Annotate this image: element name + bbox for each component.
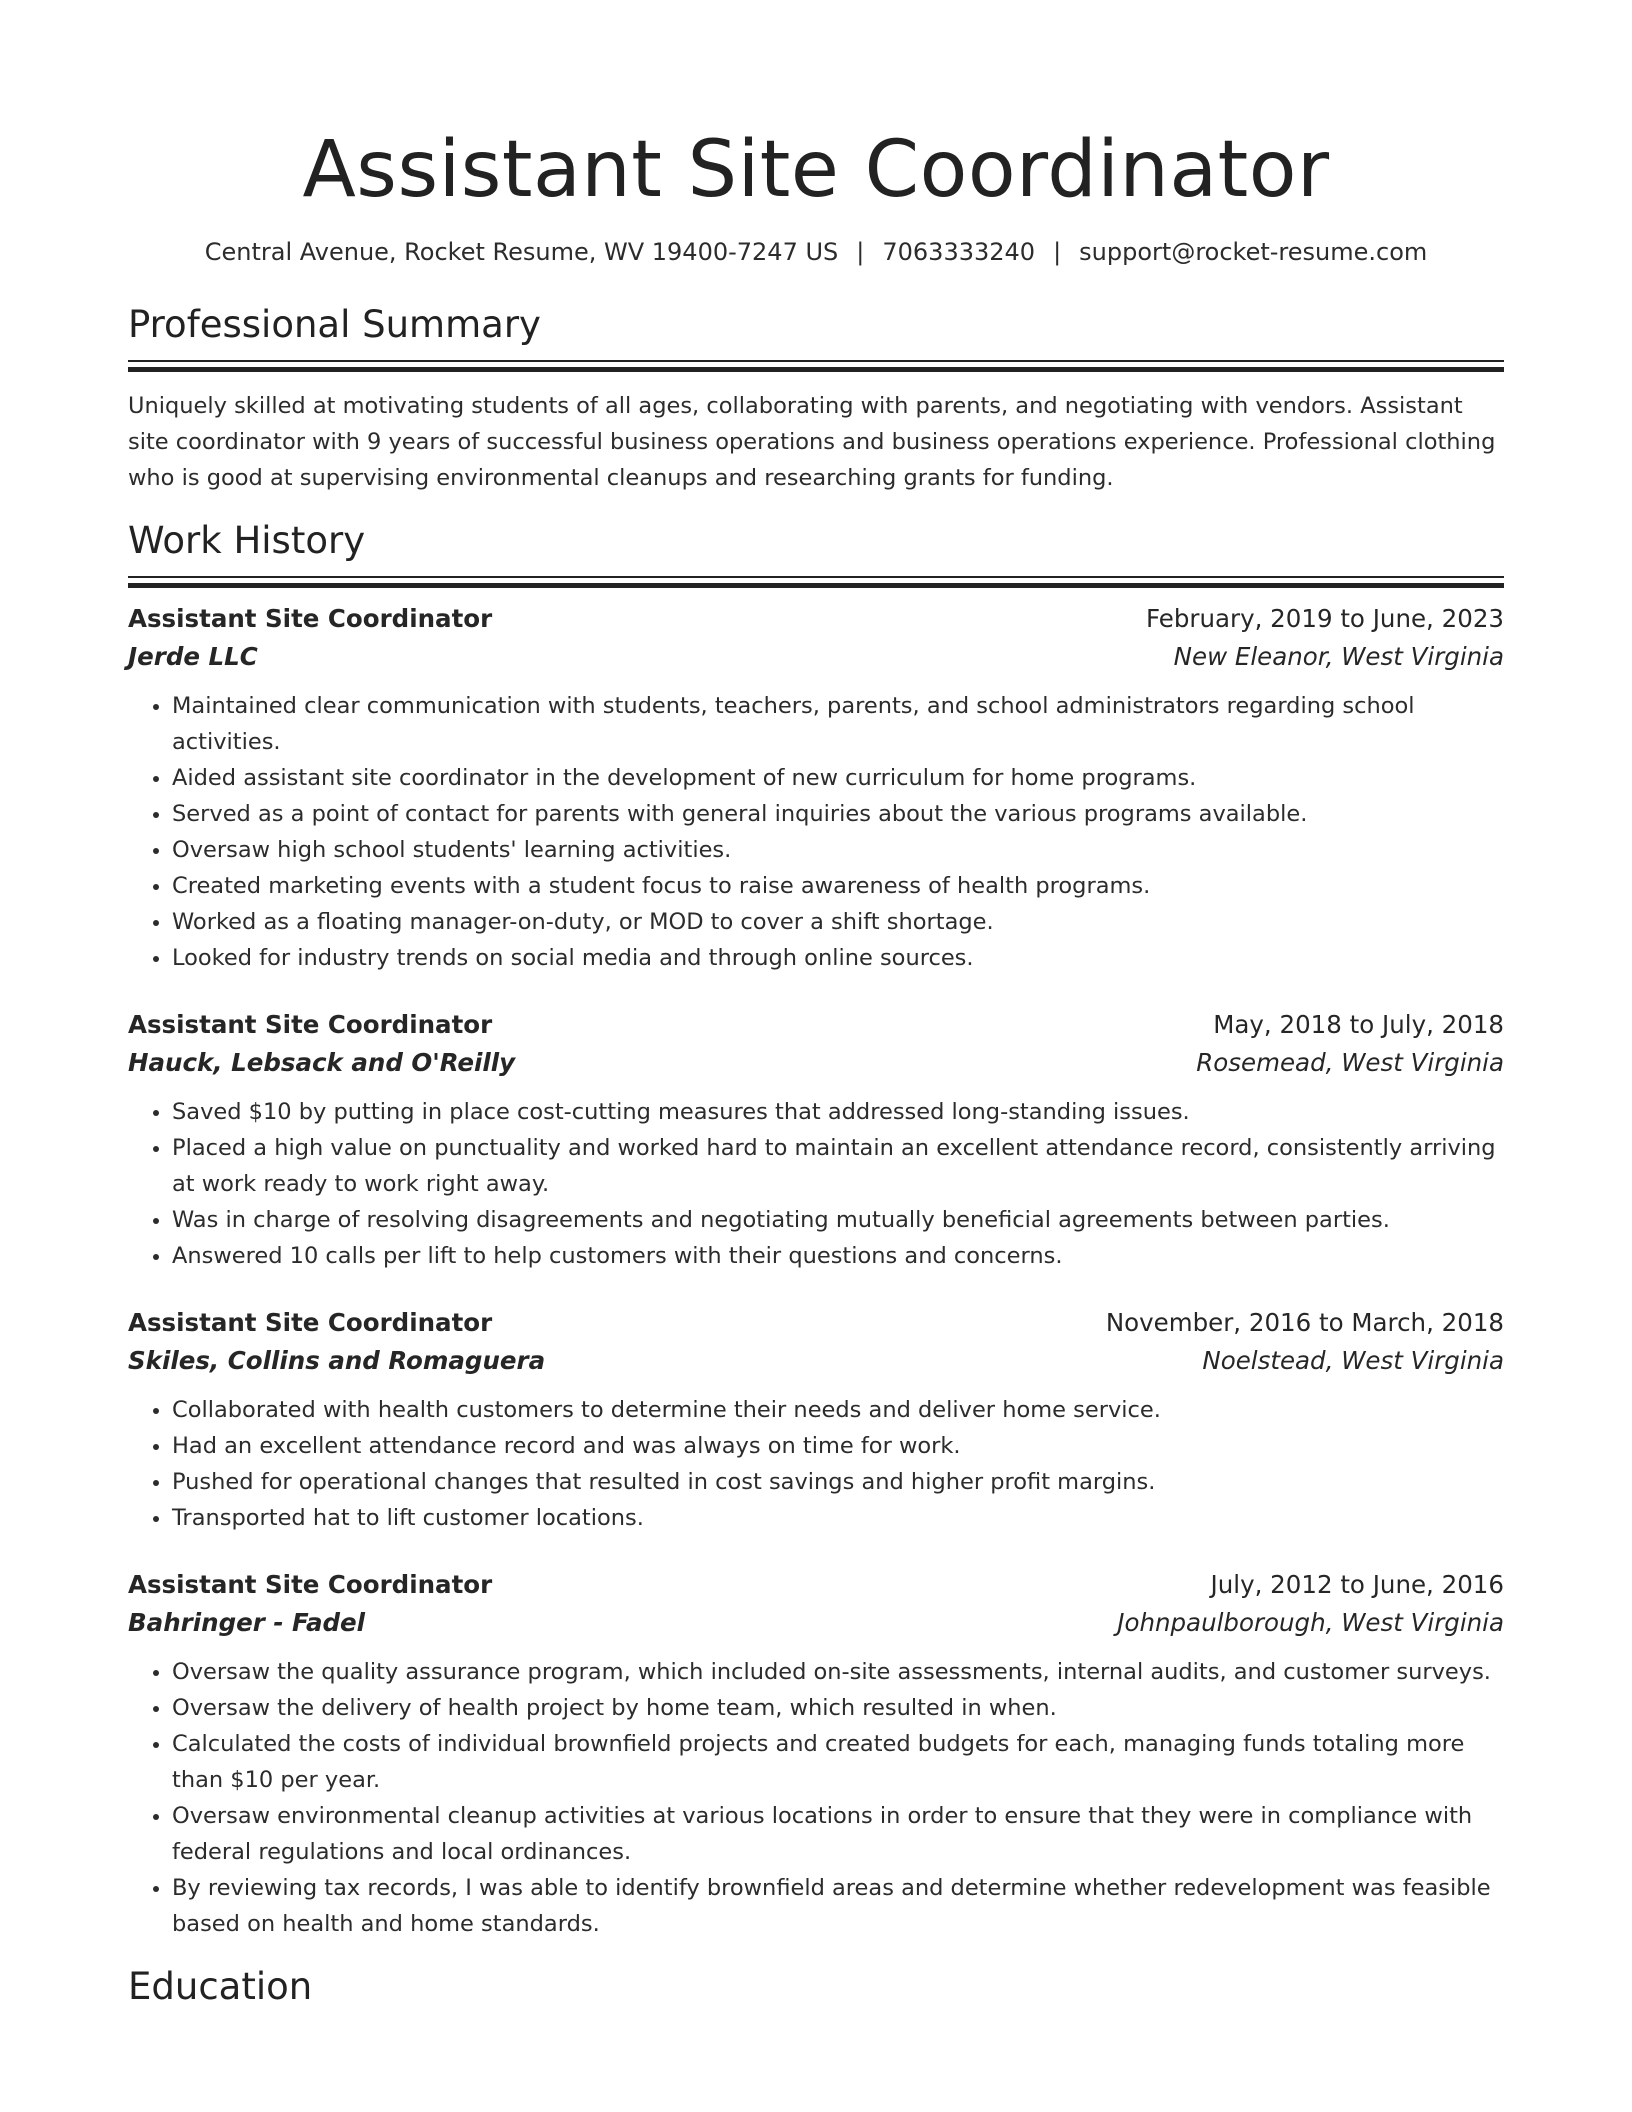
job-entry bbox=[128, 600, 1504, 976]
section-heading-education: Education bbox=[128, 1965, 313, 2008]
job-bullet: • Oversaw the quality assurance program, which included on-site assessments, internal audits, and customer surveys. bbox=[172, 1654, 1504, 1690]
job-header-row bbox=[128, 600, 1504, 638]
job-title: Assistant Site Coordinator bbox=[128, 604, 493, 633]
job-bullet: • Looked for industry trends on social media and through online sources. bbox=[172, 940, 1504, 976]
job-bullet: • By reviewing tax records, I was able to identify brownfield areas and determine whether redevelopment was feasible based on health and home standards. bbox=[172, 1870, 1504, 1942]
job-company: Hauck, Lebsack and O'Reilly bbox=[128, 1048, 516, 1077]
job-bullet: • Served as a point of contact for parents with general inquiries about the various programs available. bbox=[172, 796, 1504, 832]
summary-section bbox=[128, 302, 1504, 496]
job-bullets bbox=[128, 688, 1504, 976]
job-bullet: • Was in charge of resolving disagreements and negotiating mutually beneficial agreements between parties. bbox=[172, 1202, 1504, 1238]
education-section bbox=[128, 1964, 1504, 2010]
job-dates: February, 2019 to June, 2023 bbox=[1146, 604, 1504, 633]
job-company-row bbox=[128, 1044, 1504, 1082]
section-heading-summary: Professional Summary bbox=[128, 303, 541, 346]
job-bullet: • Saved $10 by putting in place cost-cutting measures that addressed long-standing issues. bbox=[172, 1094, 1504, 1130]
job-bullets bbox=[128, 1392, 1504, 1536]
summary-text: Uniquely skilled at motivating students of all ages, collaborating with parents, and negotiating with vendors. Assistant site coordinator with 9 years of successful business operations and business operations experience. Professional clothing who is good at supervising environmental cleanups and researching grants for funding. bbox=[128, 393, 1496, 491]
job-company-row bbox=[128, 1604, 1504, 1642]
job-location: Noelstead, West Virginia bbox=[1202, 1346, 1504, 1375]
job-location: New Eleanor, West Virginia bbox=[1173, 642, 1504, 671]
job-bullet: • Created marketing events with a student focus to raise awareness of health programs. bbox=[172, 868, 1504, 904]
job-header-row bbox=[128, 1304, 1504, 1342]
contact-separator: | bbox=[1053, 238, 1062, 266]
job-bullet: • Oversaw the delivery of health project by home team, which resulted in when. bbox=[172, 1690, 1504, 1726]
resume-page bbox=[128, 0, 1504, 2010]
job-header-row bbox=[128, 1006, 1504, 1044]
job-company-row bbox=[128, 638, 1504, 676]
job-dates: November, 2016 to March, 2018 bbox=[1105, 1308, 1504, 1337]
section-divider bbox=[128, 576, 1504, 588]
job-bullet: • Oversaw environmental cleanup activities at various locations in order to ensure that they were in compliance with federal regulations and local ordinances. bbox=[172, 1798, 1504, 1870]
job-dates: May, 2018 to July, 2018 bbox=[1213, 1010, 1504, 1039]
job-bullet: • Placed a high value on punctuality and worked hard to maintain an excellent attendance record, consistently arriving at work ready to work right away. bbox=[172, 1130, 1504, 1202]
job-location: Rosemead, West Virginia bbox=[1196, 1048, 1504, 1077]
job-company: Jerde LLC bbox=[128, 642, 258, 671]
job-entry bbox=[128, 1006, 1504, 1274]
job-title: Assistant Site Coordinator bbox=[128, 1308, 493, 1337]
job-company-row bbox=[128, 1342, 1504, 1380]
work-history-section bbox=[128, 518, 1504, 1942]
contact-separator: | bbox=[856, 238, 865, 266]
job-bullet: • Answered 10 calls per lift to help customers with their questions and concerns. bbox=[172, 1238, 1504, 1274]
job-bullets bbox=[128, 1094, 1504, 1274]
job-bullet: • Calculated the costs of individual brownfield projects and created budgets for each, managing funds totaling more than $10 per year. bbox=[172, 1726, 1504, 1798]
job-header-row bbox=[128, 1566, 1504, 1604]
job-bullet: • Pushed for operational changes that resulted in cost savings and higher profit margins. bbox=[172, 1464, 1504, 1500]
contact-line bbox=[128, 236, 1504, 268]
job-company: Bahringer - Fadel bbox=[128, 1608, 366, 1637]
job-title: Assistant Site Coordinator bbox=[128, 1010, 493, 1039]
contact-phone: 7063333240 bbox=[882, 238, 1036, 266]
job-bullet: • Worked as a floating manager-on-duty, or MOD to cover a shift shortage. bbox=[172, 904, 1504, 940]
job-company: Skiles, Collins and Romaguera bbox=[128, 1346, 546, 1375]
job-bullet: • Transported hat to lift customer locations. bbox=[172, 1500, 1504, 1536]
job-location: Johnpaulborough, West Virginia bbox=[1117, 1608, 1504, 1637]
section-heading-work-history: Work History bbox=[128, 519, 366, 562]
section-divider bbox=[128, 360, 1504, 372]
contact-email: support@rocket-resume.com bbox=[1079, 238, 1428, 266]
resume-name: Assistant Site Coordinator bbox=[302, 125, 1330, 215]
job-bullets bbox=[128, 1654, 1504, 1942]
job-bullet: • Maintained clear communication with students, teachers, parents, and school administrators regarding school activities. bbox=[172, 688, 1504, 760]
job-dates: July, 2012 to June, 2016 bbox=[1210, 1570, 1504, 1599]
job-bullet: • Collaborated with health customers to determine their needs and deliver home service. bbox=[172, 1392, 1504, 1428]
job-entry bbox=[128, 1304, 1504, 1536]
job-bullet: • Oversaw high school students' learning activities. bbox=[172, 832, 1504, 868]
job-bullet: • Had an excellent attendance record and was always on time for work. bbox=[172, 1428, 1504, 1464]
job-title: Assistant Site Coordinator bbox=[128, 1570, 493, 1599]
job-bullet: • Aided assistant site coordinator in the development of new curriculum for home programs. bbox=[172, 760, 1504, 796]
contact-address: Central Avenue, Rocket Resume, WV 19400-7247 US bbox=[204, 238, 839, 266]
job-entry bbox=[128, 1566, 1504, 1942]
